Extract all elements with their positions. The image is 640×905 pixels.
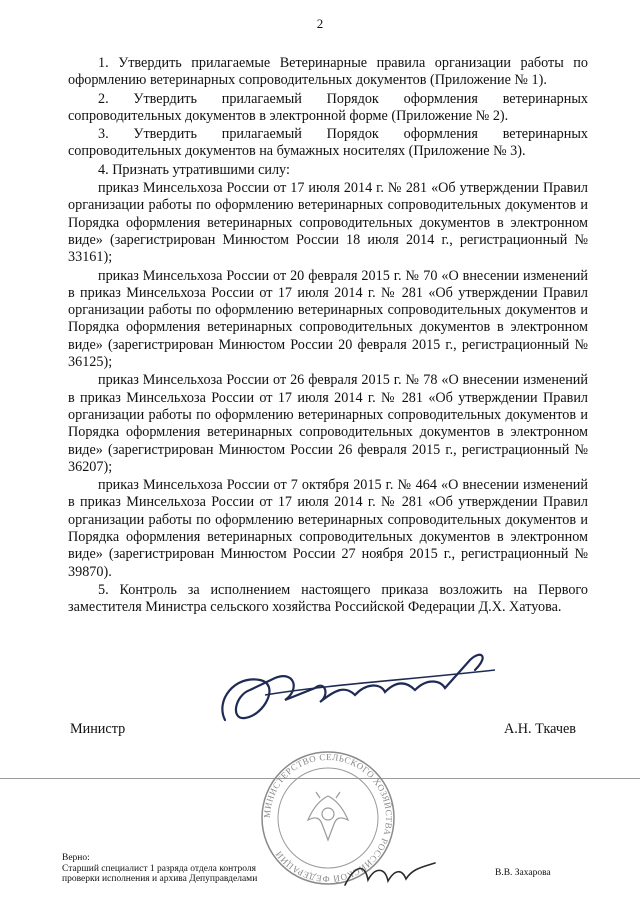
paragraph-2: 2. Утвердить прилагаемый Порядок оформления ветеринарных сопроводительных документов в электронной форме (Приложение № 2).	[68, 90, 588, 124]
paragraph-4: 4. Признать утратившими силу:	[98, 161, 290, 178]
certifier-name: В.В. Захарова	[495, 868, 551, 878]
signatory-title: Министр	[70, 721, 126, 737]
clerk-signature	[340, 855, 440, 895]
paragraph-5: 5. Контроль за исполнением настоящего приказа возложить на Первого заместителя Министра сельского хозяйства Российской Федерации Д.Х. Хатуова.	[68, 581, 588, 616]
order-item-4: приказ Минсельхоза России от 7 октября 2015 г. № 464 «О внесении изменений в приказ Минсельхоза России от 17 июля 2014 г. № 281 «Об утверждении Правил организации работы по оформлению ветеринарных сопроводительных документов и Порядка оформления ветеринарных сопроводительных документов в электронном виде» (зарегистрирован Минюстом России 27 ноября 2015 г., регистрационный № 39870).	[68, 477, 588, 580]
eagle-emblem-icon	[308, 792, 348, 840]
seal-ring-text: МИНИСТЕРСТВО СЕЛЬСКОГО ХОЗЯЙСТВА РОССИЙСКОЙ ФЕДЕРАЦИИ	[261, 751, 395, 885]
order-item-2: приказ Минсельхоза России от 20 февраля 2015 г. № 70 «О внесении изменений в приказ Минсельхоза России от 17 июля 2014 г. № 281 «Об утверждении Правил организации работы по оформлению ветеринарных сопроводительных документов и Порядка оформления ветеринарных сопроводительных документов в электронном виде» (зарегистрирован Минюстом России 20 февраля 2015 г., регистрационный № 36125);	[68, 267, 588, 371]
certification-note	[62, 853, 257, 885]
paragraph-1: 1. Утвердить прилагаемые Ветеринарные правила организации работы по оформлению ветеринарных сопроводительных документов (Приложение № 1).	[68, 55, 588, 89]
paragraph-3: 3. Утвердить прилагаемый Порядок оформления ветеринарных сопроводительных документов на бумажных носителях (Приложение № 3).	[68, 126, 588, 160]
order-item-1: приказ Минсельхоза России от 17 июля 2014 г. № 281 «Об утверждении Правил организации работы по оформлению ветеринарных сопроводительных документов и Порядка оформления ветеринарных сопроводительных документов в электронном виде» (зарегистрирован Минюстом России 18 июля 2014 г., регистрационный № 33161);	[68, 180, 588, 266]
page-number: 2	[316, 16, 324, 31]
order-item-3: приказ Минсельхоза России от 26 февраля 2015 г. № 78 «О внесении изменений в приказ Минсельхоза России от 17 июля 2014 г. № 281 «Об утверждении Правил организации работы по оформлению ветеринарных сопроводительных документов и Порядка оформления ветеринарных сопроводительных документов в электронном виде» (зарегистрирован Минюстом России 26 февраля 2015 г., регистрационный № 36207);	[68, 372, 588, 475]
certification-line: Старший специалист 1 разряда отдела контроля	[62, 863, 256, 874]
document-body	[68, 55, 588, 617]
minister-signature	[205, 640, 505, 735]
certification-line: Верно:	[62, 853, 90, 863]
signatory-name: А.Н. Ткачев	[504, 721, 576, 737]
certification-line: проверки исполнения и архива Депуправделами	[62, 874, 258, 885]
